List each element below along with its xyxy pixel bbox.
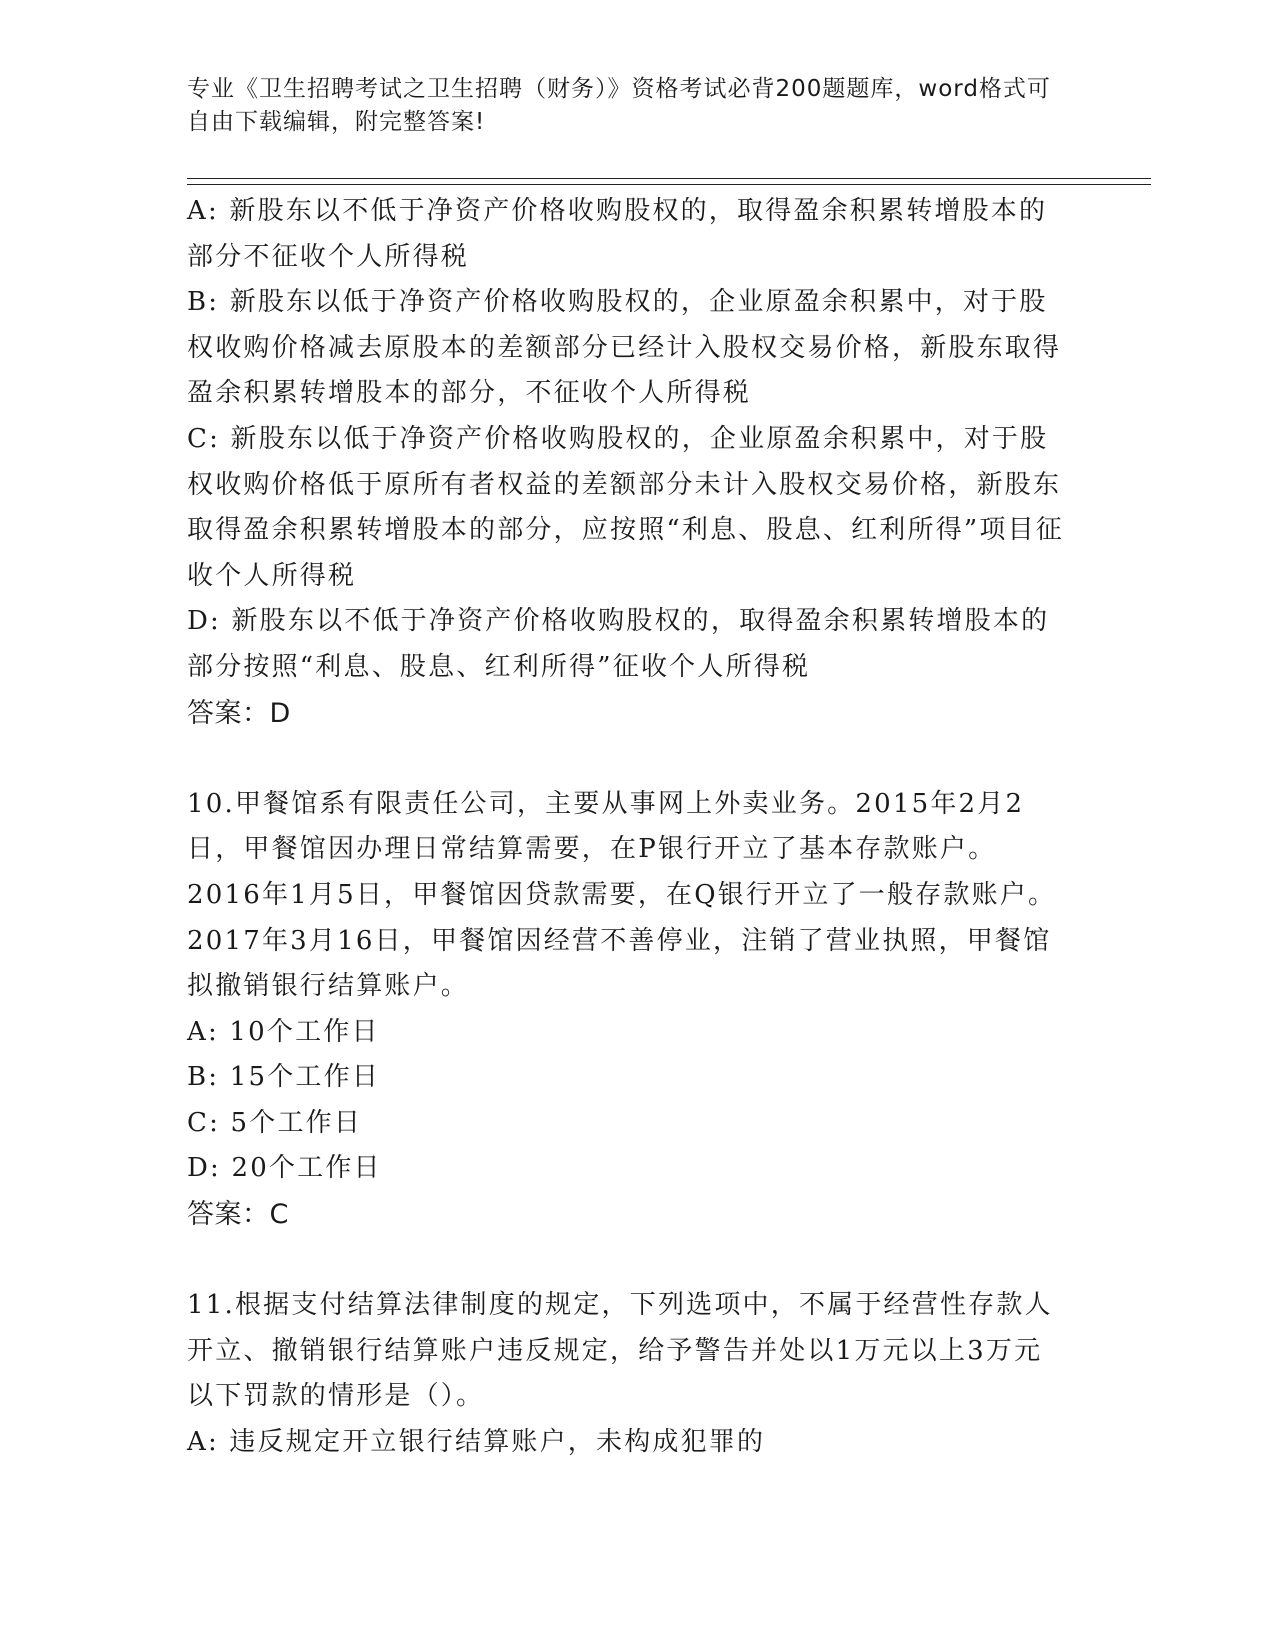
question-10-answer: 答案：C [187, 1199, 289, 1231]
question-9-option-b: B: 新股东以低于净资产价格收购股权的，企业原盈余积累中，对于股权收购价格减去原股本的差额部分已经计入股权交易价格，新股东取得盈余积累转增股本的部分，不征收个人所得税 [187, 287, 1062, 409]
question-9-answer: 答案：D [187, 697, 291, 729]
question-10-option-a: A: 10个工作日 [187, 1016, 380, 1047]
document-body [187, 189, 1067, 1466]
question-10-option-b: B: 15个工作日 [187, 1062, 381, 1093]
question-10-stem: 10.甲餐馆系有限责任公司，主要从事网上外卖业务。2015年2月2日，甲餐馆因办理日常结算需要，在P银行开立了基本存款账户。2016年1月5日，甲餐馆因贷款需要，在Q银行开立了一般存款账户。2017年3月16日，甲餐馆因经营不善停业，注销了营业执照，甲餐馆拟撤销银行结算账户。 [187, 788, 1057, 1002]
question-9-option-d: D: 新股东以不低于净资产价格收购股权的，取得盈余积累转增股本的部分按照“利息、股息、红利所得”征收个人所得税 [187, 606, 1050, 682]
question-10 [187, 782, 1067, 1238]
header-double-rule [187, 178, 1151, 185]
question-10-option-c: C: 5个工作日 [187, 1107, 363, 1138]
question-9 [187, 189, 1067, 736]
question-spacer [187, 1238, 1067, 1284]
question-11-option-a: A: 违反规定开立银行结算账户，未构成犯罪的 [187, 1427, 766, 1458]
question-10-option-d: D: 20个工作日 [187, 1153, 382, 1184]
question-11 [187, 1283, 1067, 1465]
page-header: 专业《卫生招聘考试之卫生招聘（财务）》资格考试必背200题题库，word格式可自由下载编辑，附完整答案! [187, 76, 1051, 135]
question-11-stem: 11.根据支付结算法律制度的规定，下列选项中，不属于经营性存款人开立、撤销银行结算账户违反规定，给予警告并处以1万元以上3万元以下罚款的情形是（）。 [187, 1290, 1053, 1412]
question-9-option-a: A: 新股东以不低于净资产价格收购股权的，取得盈余积累转增股本的部分不征收个人所得税 [187, 196, 1048, 272]
question-9-option-c: C: 新股东以低于净资产价格收购股权的，企业原盈余积累中，对于股权收购价格低于原所有者权益的差额部分未计入股权交易价格，新股东取得盈余积累转增股本的部分，应按照“利息、股息、红利所得”项目征收个人所得税 [187, 423, 1064, 591]
question-spacer [187, 736, 1067, 782]
